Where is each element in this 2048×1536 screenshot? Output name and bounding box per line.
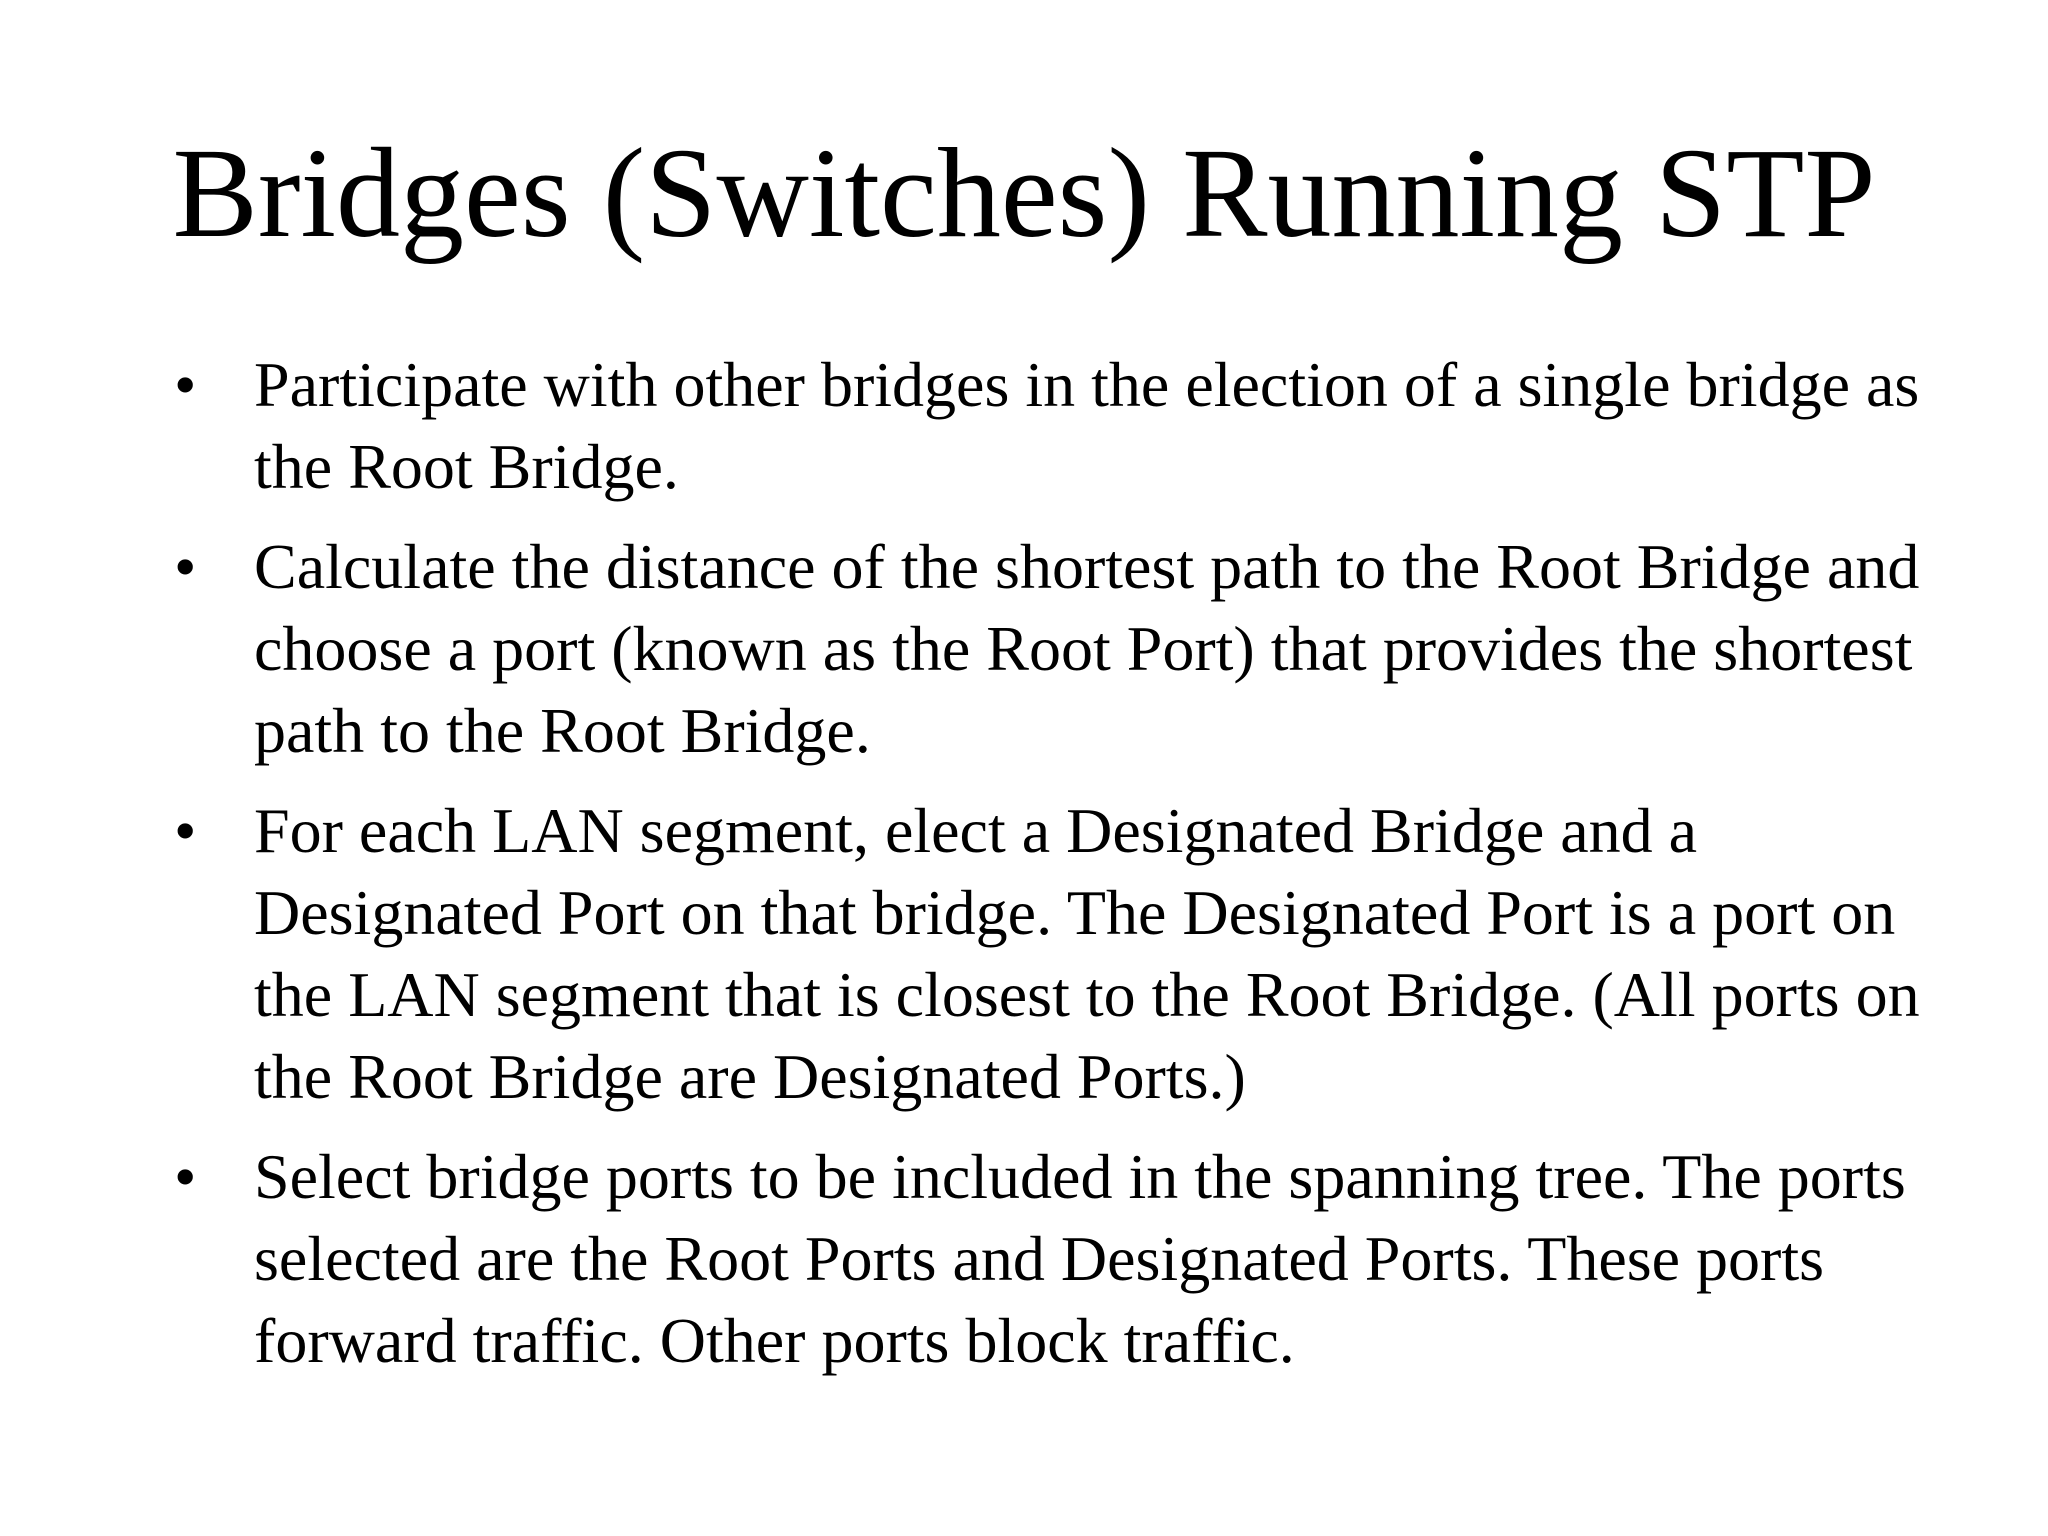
bullet-list [170, 344, 1930, 1400]
bullet-text: For each LAN segment, elect a Designated Bridge and a Designated Port on that bridge. The Designated Port is a port on the LAN segment that is closest to the Root Bridge. (All ports on the Root Bridge are Designated Ports.) [254, 795, 1920, 1112]
bullet-icon: • [174, 1141, 197, 1212]
bullet-icon: • [174, 349, 197, 420]
bullet-text: Calculate the distance of the shortest path to the Root Bridge and choose a port (known as the Root Port) that provides the shortest path to the Root Bridge. [254, 531, 1920, 766]
bullet-text: Select bridge ports to be included in the spanning tree. The ports selected are the Root Ports and Designated Ports. These ports forward traffic. Other ports block traffic. [254, 1141, 1906, 1376]
bullet-item [170, 344, 1930, 508]
bullet-icon: • [174, 531, 197, 602]
bullet-item [170, 526, 1930, 772]
bullet-item [170, 790, 1930, 1118]
bullet-icon: • [174, 795, 197, 866]
bullet-item [170, 1136, 1930, 1382]
bullet-text: Participate with other bridges in the election of a single bridge as the Root Bridge. [254, 349, 1920, 502]
slide-title: Bridges (Switches) Running STP [172, 122, 1876, 264]
